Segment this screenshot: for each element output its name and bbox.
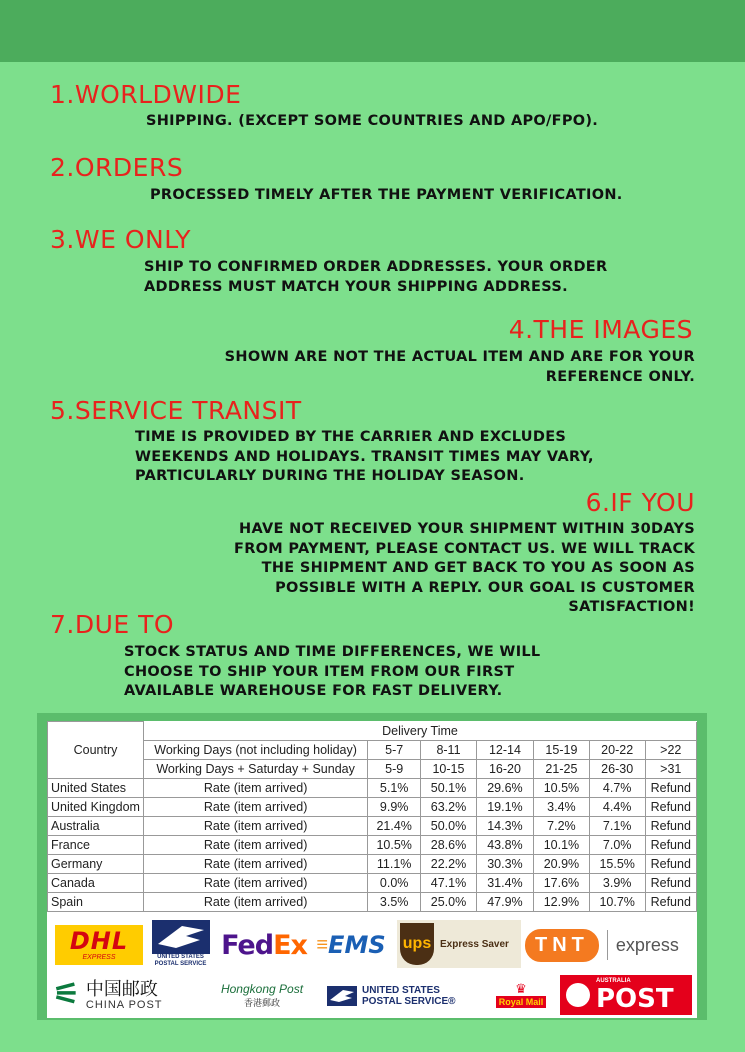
rate-value-cell: Refund bbox=[645, 816, 696, 835]
country-header: Country bbox=[48, 722, 144, 779]
table-row bbox=[48, 835, 697, 854]
saturday-range-cell: 21-25 bbox=[534, 759, 590, 778]
delivery-panel-inner bbox=[47, 721, 697, 1018]
section-line: TIME IS PROVIDED BY THE CARRIER AND EXCLUDES bbox=[135, 429, 567, 445]
section-text: PROCESSED TIMELY AFTER THE PAYMENT VERIFICATION. bbox=[150, 187, 623, 203]
china-post-emblem-icon: ⚟ bbox=[53, 978, 80, 1011]
working-range-cell: >22 bbox=[645, 740, 696, 759]
usps-large-line1: UNITED STATES bbox=[362, 985, 440, 996]
eagle-icon bbox=[327, 986, 357, 1006]
ems-logo-text: EMS bbox=[328, 931, 386, 959]
table-row bbox=[48, 778, 697, 797]
rate-value-cell: 3.5% bbox=[368, 892, 421, 911]
table-row bbox=[48, 740, 697, 759]
ems-logo bbox=[311, 927, 391, 963]
rate-value-cell: 29.6% bbox=[476, 778, 533, 797]
rate-value-cell: 7.1% bbox=[589, 816, 645, 835]
working-range-cell: 5-7 bbox=[368, 740, 421, 759]
rate-value-cell: 15.5% bbox=[589, 854, 645, 873]
rate-value-cell: 47.9% bbox=[476, 892, 533, 911]
rate-value-cell: 50.0% bbox=[421, 816, 477, 835]
australia-post-logo bbox=[560, 975, 692, 1015]
china-post-cn: 中国邮政 bbox=[85, 979, 158, 999]
usps-logo-large bbox=[327, 979, 477, 1013]
rate-value-cell: 31.4% bbox=[476, 873, 533, 892]
section-heading-we-only: 3.WE ONLY bbox=[50, 225, 192, 254]
rate-value-cell: 10.5% bbox=[368, 835, 421, 854]
section-line: REFERENCE ONLY. bbox=[545, 368, 695, 385]
dhl-logo-text: DHL bbox=[69, 927, 129, 955]
table-row bbox=[48, 722, 697, 741]
saturday-range-cell: >31 bbox=[645, 759, 696, 778]
country-cell: France bbox=[48, 835, 144, 854]
tnt-divider bbox=[607, 930, 608, 960]
fedex-ex-text: Ex bbox=[273, 929, 307, 961]
rate-value-cell: 7.0% bbox=[589, 835, 645, 854]
section-text bbox=[225, 348, 695, 387]
delivery-panel bbox=[37, 713, 707, 1020]
country-cell: United States bbox=[48, 778, 144, 797]
rate-label-cell: Rate (item arrived) bbox=[143, 816, 367, 835]
rate-value-cell: 9.9% bbox=[368, 797, 421, 816]
rate-value-cell: 3.4% bbox=[534, 797, 590, 816]
usps-logo-small bbox=[148, 919, 213, 969]
rate-value-cell: 11.1% bbox=[368, 854, 421, 873]
rate-value-cell: Refund bbox=[645, 835, 696, 854]
section-text: SHIPPING. (EXCEPT SOME COUNTRIES AND APO/FPO). bbox=[146, 113, 599, 129]
section-heading-service-transit: 5.SERVICE TRANSIT bbox=[50, 396, 302, 425]
table-row bbox=[48, 873, 697, 892]
rate-value-cell: 12.9% bbox=[534, 892, 590, 911]
usps-small-line1: UNITED STATES bbox=[157, 954, 204, 960]
section-line: SHIP TO CONFIRMED ORDER ADDRESSES. YOUR ORDER bbox=[144, 259, 608, 275]
hongkong-post-logo bbox=[207, 975, 317, 1015]
fedex-fed-text: Fed bbox=[221, 929, 274, 961]
country-cell: Germany bbox=[48, 854, 144, 873]
rate-value-cell: 22.2% bbox=[421, 854, 477, 873]
section-text bbox=[124, 643, 540, 702]
rate-value-cell: 4.4% bbox=[589, 797, 645, 816]
china-post-en: CHINA POST bbox=[85, 999, 163, 1011]
china-post-logo bbox=[53, 975, 193, 1015]
rate-value-cell: Refund bbox=[645, 892, 696, 911]
saturday-range-cell: 26-30 bbox=[589, 759, 645, 778]
rate-label-cell: Rate (item arrived) bbox=[143, 854, 367, 873]
ups-sub-text: Express Saver bbox=[440, 938, 509, 950]
aus-post-p-icon bbox=[566, 983, 590, 1007]
rate-value-cell: Refund bbox=[645, 873, 696, 892]
working-range-cell: 12-14 bbox=[476, 740, 533, 759]
rate-label-cell: Rate (item arrived) bbox=[143, 873, 367, 892]
usps-large-text bbox=[362, 985, 456, 1007]
tnt-logo bbox=[525, 925, 693, 965]
table-row bbox=[48, 759, 697, 778]
section-line: ADDRESS MUST MATCH YOUR SHIPPING ADDRESS. bbox=[144, 278, 568, 295]
hk-post-cn: 香港郵政 bbox=[243, 997, 280, 1008]
section-text bbox=[135, 428, 594, 487]
royal-mail-logo bbox=[490, 977, 552, 1013]
table-row bbox=[48, 892, 697, 911]
rate-value-cell: 50.1% bbox=[421, 778, 477, 797]
dhl-logo bbox=[55, 925, 143, 965]
ems-stripes-icon: ≡ bbox=[316, 933, 329, 956]
ups-logo bbox=[397, 920, 521, 968]
country-cell: United Kingdom bbox=[48, 797, 144, 816]
section-line: PARTICULARLY DURING THE HOLIDAY SEASON. bbox=[135, 468, 525, 484]
rate-value-cell: 28.6% bbox=[421, 835, 477, 854]
section-heading-if-you: 6.IF YOU bbox=[585, 488, 695, 517]
section-line: SATISFACTION! bbox=[568, 599, 695, 615]
table-row bbox=[48, 797, 697, 816]
ups-shield-icon bbox=[400, 923, 434, 965]
section-heading: 1.WORLDWIDE bbox=[50, 80, 242, 109]
crown-icon: ♛ bbox=[515, 981, 527, 996]
rate-label-cell: Rate (item arrived) bbox=[143, 835, 367, 854]
country-cell: Spain bbox=[48, 892, 144, 911]
section-line: THE SHIPMENT AND GET BACK TO YOU AS SOON AS bbox=[261, 560, 695, 576]
fedex-logo bbox=[219, 927, 309, 963]
carrier-logos bbox=[47, 917, 697, 1018]
working-range-cell: 20-22 bbox=[589, 740, 645, 759]
royal-mail-text: Royal Mail bbox=[496, 996, 547, 1008]
section-text bbox=[144, 258, 607, 297]
rate-value-cell: 20.9% bbox=[534, 854, 590, 873]
aus-post-main: POST bbox=[596, 983, 674, 1014]
rate-value-cell: 19.1% bbox=[476, 797, 533, 816]
table-row bbox=[48, 816, 697, 835]
rate-value-cell: 10.5% bbox=[534, 778, 590, 797]
usps-small-line2: POSTAL SERVICE bbox=[154, 961, 207, 967]
tnt-express-text: express bbox=[615, 934, 679, 955]
rate-label-cell: Rate (item arrived) bbox=[143, 797, 367, 816]
section-line: FROM PAYMENT, PLEASE CONTACT US. WE WILL TRACK bbox=[233, 540, 695, 557]
rate-value-cell: 43.8% bbox=[476, 835, 533, 854]
aus-post-small: AUSTRALIA bbox=[596, 977, 631, 984]
table-row bbox=[48, 854, 697, 873]
rate-value-cell: 10.7% bbox=[589, 892, 645, 911]
rate-value-cell: 4.7% bbox=[589, 778, 645, 797]
dhl-logo-sub: EXPRESS bbox=[82, 954, 116, 961]
saturday-days-label: Working Days + Saturday + Sunday bbox=[143, 759, 367, 778]
china-post-text bbox=[86, 979, 163, 1011]
rate-value-cell: 7.2% bbox=[534, 816, 590, 835]
section-text bbox=[234, 520, 695, 618]
rate-label-cell: Rate (item arrived) bbox=[143, 892, 367, 911]
delivery-time-title: Delivery Time bbox=[143, 722, 696, 741]
rate-label-cell: Rate (item arrived) bbox=[143, 778, 367, 797]
hk-post-en: Hongkong Post bbox=[220, 981, 304, 996]
section-heading-images: 4.THE IMAGES bbox=[508, 315, 693, 344]
section-line: HAVE NOT RECEIVED YOUR SHIPMENT WITHIN 30DAYS bbox=[239, 521, 695, 537]
rate-value-cell: 0.0% bbox=[368, 873, 421, 892]
country-cell: Canada bbox=[48, 873, 144, 892]
section-line: AVAILABLE WAREHOUSE FOR FAST DELIVERY. bbox=[124, 683, 503, 699]
rate-rows bbox=[48, 778, 697, 911]
tnt-logo-text: TNT bbox=[525, 929, 599, 962]
usps-large-line2: POSTAL SERVICE® bbox=[362, 996, 456, 1007]
rate-value-cell: Refund bbox=[645, 797, 696, 816]
section-worldwide bbox=[50, 80, 241, 109]
rate-value-cell: 21.4% bbox=[368, 816, 421, 835]
section-line: CHOOSE TO SHIP YOUR ITEM FROM OUR FIRST bbox=[124, 663, 515, 680]
top-bar bbox=[0, 0, 745, 62]
section-heading-orders: 2.ORDERS bbox=[50, 153, 184, 182]
rate-value-cell: 63.2% bbox=[421, 797, 477, 816]
saturday-range-cell: 5-9 bbox=[368, 759, 421, 778]
section-line: WEEKENDS AND HOLIDAYS. TRANSIT TIMES MAY VARY, bbox=[135, 448, 594, 465]
rate-value-cell: 3.9% bbox=[589, 873, 645, 892]
rate-value-cell: Refund bbox=[645, 854, 696, 873]
rate-value-cell: 17.6% bbox=[534, 873, 590, 892]
section-line: SHOWN ARE NOT THE ACTUAL ITEM AND ARE FOR YOUR bbox=[224, 349, 695, 365]
saturday-range-cell: 16-20 bbox=[476, 759, 533, 778]
section-line: POSSIBLE WITH A REPLY. OUR GOAL IS CUSTOMER bbox=[275, 579, 695, 596]
rate-value-cell: 5.1% bbox=[368, 778, 421, 797]
eagle-icon bbox=[152, 920, 210, 954]
rate-value-cell: 47.1% bbox=[421, 873, 477, 892]
rate-value-cell: 14.3% bbox=[476, 816, 533, 835]
working-range-cell: 15-19 bbox=[534, 740, 590, 759]
ups-logo-text: ups bbox=[402, 935, 432, 952]
rate-value-cell: 10.1% bbox=[534, 835, 590, 854]
section-heading-due-to: 7.DUE TO bbox=[50, 610, 175, 639]
aus-post-text bbox=[596, 978, 674, 1013]
rate-value-cell: 30.3% bbox=[476, 854, 533, 873]
delivery-time-table bbox=[47, 721, 697, 912]
section-line: STOCK STATUS AND TIME DIFFERENCES, WE WILL bbox=[124, 644, 541, 660]
saturday-range-cell: 10-15 bbox=[421, 759, 477, 778]
rate-value-cell: 25.0% bbox=[421, 892, 477, 911]
working-days-label: Working Days (not including holiday) bbox=[143, 740, 367, 759]
working-range-cell: 8-11 bbox=[421, 740, 477, 759]
rate-value-cell: Refund bbox=[645, 778, 696, 797]
country-cell: Australia bbox=[48, 816, 144, 835]
